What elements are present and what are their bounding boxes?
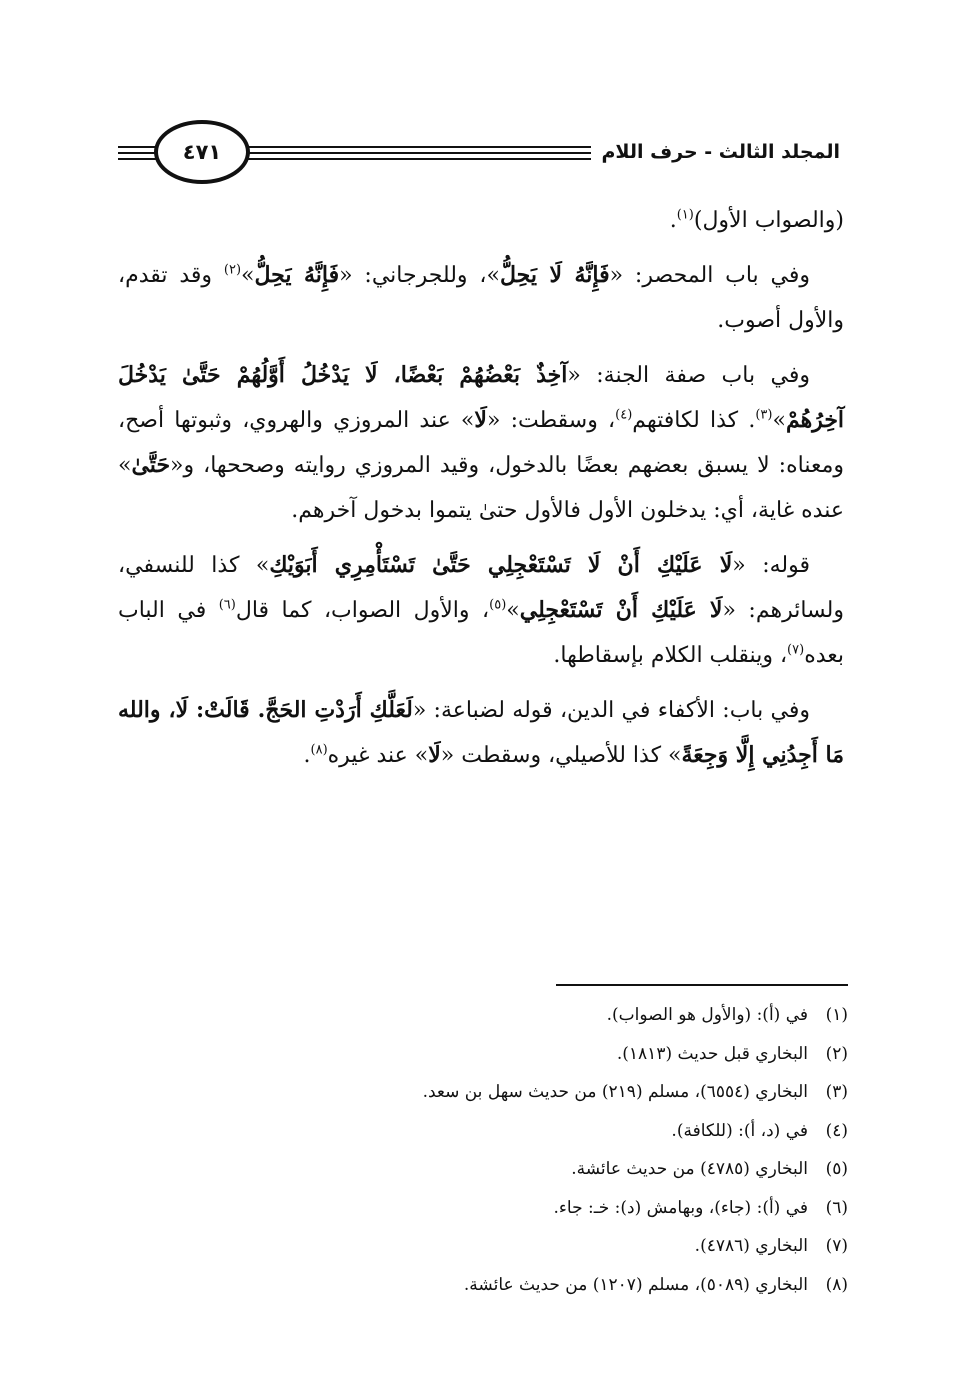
main-text — [118, 198, 844, 788]
footnote-number: (٦) — [825, 1197, 848, 1218]
footnote-text: البخاري قبل حديث (١٨١٣). — [616, 1043, 808, 1064]
footnote-text: البخاري (٤٧٨٦). — [694, 1236, 808, 1256]
footnote-ref[interactable]: (٥) — [489, 597, 507, 613]
text: » — [506, 598, 520, 623]
footnote-ref[interactable]: (٨) — [310, 742, 328, 758]
text: في الباب بعده — [118, 598, 844, 668]
paragraph-1 — [118, 198, 844, 243]
footnote-text: في (أ): (والأول هو الصواب). — [606, 1005, 808, 1025]
text: وفي باب المحصر: « — [609, 263, 810, 288]
footnote-item — [122, 1189, 848, 1228]
paragraph-3 — [118, 353, 844, 533]
text: » كذا للنسفي، ولسائرهم: « — [118, 553, 844, 623]
text: »، وللجرجاني: « — [339, 263, 500, 288]
text: . — [669, 208, 677, 233]
text: . — [303, 743, 311, 768]
footnote-item — [122, 1266, 848, 1305]
hadith-quote: حَتَّىٰ — [131, 452, 171, 478]
page-number: ٤٧١ — [154, 120, 250, 184]
footnote-ref[interactable]: (٧) — [787, 642, 805, 658]
text: ، والأول الصواب، كما قال — [235, 598, 490, 623]
text: » كذا للأصيلي، وسقطت « — [440, 743, 682, 768]
text: ، وينقلب الكلام بإسقاطها. — [553, 643, 788, 668]
footnote-separator — [556, 984, 848, 986]
text: ، وسقطت: « — [486, 408, 616, 433]
hadith-quote: فَإِنَّهُ لَا يَحِلُّ — [499, 262, 610, 288]
text: قوله: « — [732, 553, 810, 578]
text: (والصواب الأول) — [693, 208, 844, 233]
text: » — [241, 263, 255, 288]
footnote-number: (٥) — [825, 1159, 848, 1179]
footnote-item — [122, 1112, 848, 1151]
hadith-quote: لَا عَلَيْكِ أَنْ لَا تَسْتَعْجِلِي حَتَّىٰ تَسْتَأْمِرِي أَبَوَيْكِ — [269, 552, 733, 578]
text: وفي باب: الأكفاء في الدين، قوله لضباعة: « — [412, 698, 810, 723]
footnote-number: (٢) — [825, 1043, 848, 1064]
text: » عند غيره — [327, 743, 429, 768]
footnotes-list — [122, 996, 848, 1304]
footnote-number: (٨) — [825, 1274, 848, 1295]
text: وقد تقدم، والأول أصوب. — [118, 263, 844, 333]
paragraph-5 — [118, 688, 844, 778]
hadith-quote: لَا عَلَيْكِ أَنْ تَسْتَعْجِلِي — [519, 597, 723, 623]
footnote-number: (٣) — [825, 1082, 848, 1102]
footnote-ref[interactable]: (٢) — [223, 262, 242, 278]
footnote-text: البخاري (٦٥٥٤)، مسلم (٢١٩) من حديث سهل بن سعد. — [422, 1082, 808, 1102]
footnote-ref[interactable]: (٣) — [755, 407, 773, 423]
paragraph-2 — [118, 253, 844, 343]
footnote-text: البخاري (٥٠٨٩)، مسلم (١٢٠٧) من حديث عائشة. — [463, 1274, 808, 1295]
hadith-quote: آخِذٌ بَعْضُهُمْ بَعْضًا، لَا يَدْخُلُ أَوَّلُهُمْ حَتَّىٰ يَدْخُلَ آخِرُهُمْ — [118, 362, 845, 433]
text: » عنده غاية، أي: يدخلون الأول فالأول حتىٰ يتموا بدخول آخرهم. — [118, 453, 844, 523]
footnote-ref[interactable]: (٤) — [615, 407, 633, 423]
footnote-ref[interactable]: (١) — [676, 207, 694, 223]
footnote-ref[interactable]: (٦) — [218, 597, 236, 613]
footnote-item — [122, 1150, 848, 1189]
page-header — [118, 120, 844, 184]
footnote-text: في (د، أ): (للكافة). — [671, 1120, 808, 1141]
footnote-number: (٤) — [825, 1120, 848, 1141]
hadith-quote: فَإِنَّهُ يَحِلُّ — [254, 262, 340, 288]
footnote-number: (١) — [825, 1005, 848, 1025]
footnote-item — [122, 1073, 848, 1112]
footnote-item — [122, 996, 848, 1035]
paragraph-4 — [118, 543, 844, 678]
footnote-item — [122, 1035, 848, 1074]
text: وفي باب صفة الجنة: « — [567, 363, 810, 388]
hadith-quote: لَا — [428, 742, 441, 768]
text: » عند المروزي والهروي، وثبوتها أصح، ومعناه: لا يسبق بعضهم بعضًا بالدخول، وقيد المروزي روايته وصححها، و« — [118, 408, 844, 478]
footnote-text: في (أ): (جاء)، وبهامش (د): خـ: جاء. — [553, 1197, 808, 1218]
footnote-number: (٧) — [825, 1236, 848, 1256]
footnote-item — [122, 1227, 848, 1266]
text: » — [772, 408, 786, 433]
running-title: المجلد الثالث - حرف اللام — [591, 130, 844, 174]
hadith-quote: لَعَلَّكِ أَرَدْتِ الحَجَّ. قَالَتْ: لَا، والله مَا أَجِدُنِي إِلَّا وَجِعَةً — [118, 697, 844, 768]
footnote-text: البخاري (٤٧٨٥) من حديث عائشة. — [571, 1159, 808, 1179]
text: . كذا لكافتهم — [632, 408, 756, 433]
hadith-quote: لَا — [474, 407, 487, 433]
